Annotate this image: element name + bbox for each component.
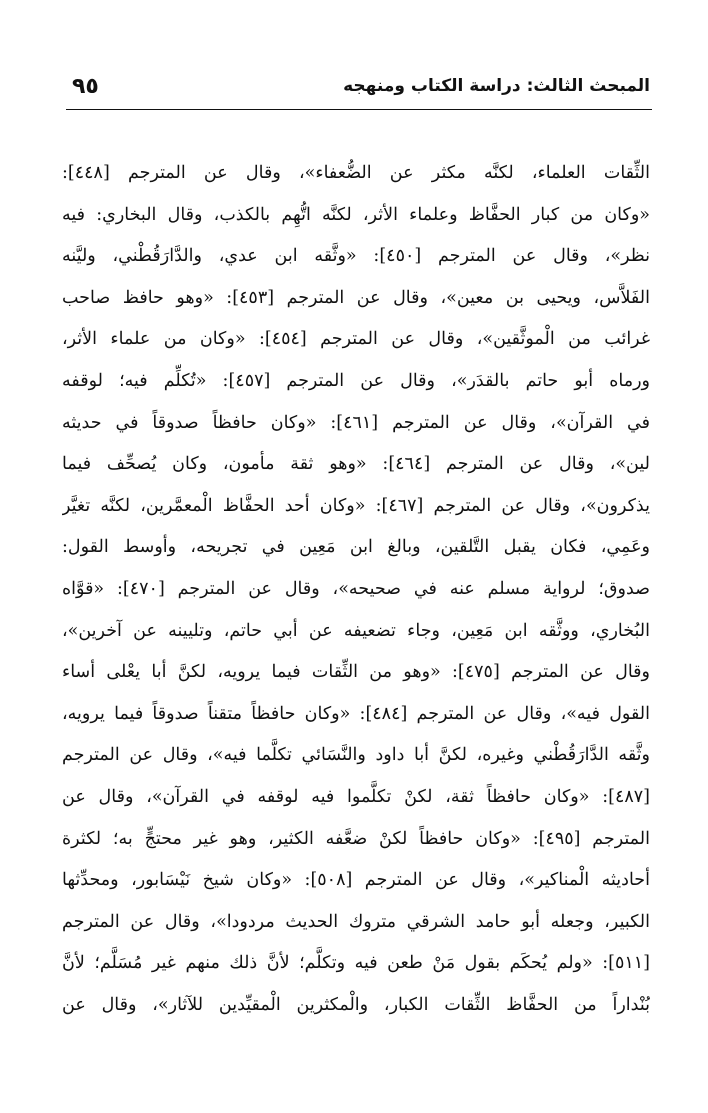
- text-line: صدوق؛ لرواية مسلم عنه في صحيحه»، وقال عن المترجم [٤٧٠]: «قوَّاه: [62, 578, 650, 599]
- text-line: «وكان من كبار الحفَّاظ وعلماء الأثر، لكنَّه اتُّهِم بالكذب، وقال البخاري: فيه: [62, 204, 650, 225]
- text-line: البُخاري، ووثَّقه ابن مَعِين، وجاء تضعيفه عن أبي حاتم، وتليينه عن آخرين»،: [62, 620, 650, 641]
- header-divider: [66, 109, 652, 110]
- text-line: ورماه أبو حاتم بالقدَر»، وقال عن المترجم [٤٥٧]: «تُكلِّم فيه؛ لوقفه: [62, 370, 650, 391]
- page-number: ٩٥: [72, 73, 99, 99]
- text-line: الثِّقات العلماء، لكنَّه مكثر عن الضُّعفاء»، وقال عن المترجم [٤٤٨]:: [62, 163, 650, 183]
- text-line: في القرآن»، وقال عن المترجم [٤٦١]: «وكان حافظاً صدوقاً في حديثه: [62, 412, 650, 433]
- text-line: الكبير، وجعله أبو حامد الشرقي متروك الحديث مردودا»، وقال عن المترجم: [62, 911, 650, 932]
- text-line: غرائب من الْموثَّقين»، وقال عن المترجم [٤٥٤]: «وكان من علماء الأثر،: [62, 329, 650, 350]
- text-line: المترجم [٤٩٥]: «وكان حافظاً لكنْ ضعَّفه الكثير، وهو غير محتجٍّ به؛ لكثرة: [62, 828, 650, 849]
- text-line: نظر»، وقال عن المترجم [٤٥٠]: «وثَّقه ابن عدي، والدَّارَقُطْني، وليَّنه: [62, 246, 650, 267]
- text-line: [٥١١]: «ولم يُحكَم بقول مَنْ طعن فيه وتكلَّم؛ لأنَّ ذلك منهم غير مُسَلَّم؛ لأنَّ: [62, 953, 650, 974]
- text-line: بُنْداراً من الحفَّاظ الثِّقات الكبار، والْمكثرين الْمقيِّدين للآثار»، وقال عن: [62, 994, 650, 1015]
- text-line: وقال عن المترجم [٤٧٥]: «وهو من الثِّقات فيما يرويه، لكنَّ أبا يعْلى أساء: [62, 662, 650, 683]
- text-line: الفَلاَّس، ويحيى بن معين»، وقال عن المترجم [٤٥٣]: «وهو حافظ صاحب: [62, 287, 650, 308]
- text-line: القول فيه»، وقال عن المترجم [٤٨٤]: «وكان حافظاً متقناً صدوقاً فيما يرويه،: [62, 703, 650, 724]
- text-line: وعَمِي، فكان يقبل التَّلقين، وبالغ ابن مَعِين في تجريحه، وأوسط القول:: [62, 537, 650, 558]
- text-line: لين»، وقال عن المترجم [٤٦٤]: «وهو ثقة مأمون، وكان يُصحِّف فيما: [62, 454, 650, 475]
- text-line: وثَّقه الدَّارَقُطْني وغيره، لكنَّ أبا داود والنَّسَائي تكلَّما فيه»، وقال عن المترجم: [62, 745, 650, 766]
- text-line: أحاديثه الْمناكير»، وقال عن المترجم [٥٠٨]: «وكان شيخ نَيْسَابور، ومحدِّثها: [62, 870, 650, 891]
- page-header: [72, 66, 650, 106]
- running-title: المبحث الثالث: دراسة الكتاب ومنهجه: [343, 76, 650, 96]
- body-text: [62, 153, 650, 1026]
- text-line: يذكرون»، وقال عن المترجم [٤٦٧]: «وكان أحد الحفَّاظ الْمعمَّرين، لكنَّه تغيَّر: [62, 495, 650, 516]
- text-line: [٤٨٧]: «وكان حافظاً ثقة، لكنْ تكلَّموا فيه لوقفه في القرآن»، وقال عن: [62, 786, 650, 807]
